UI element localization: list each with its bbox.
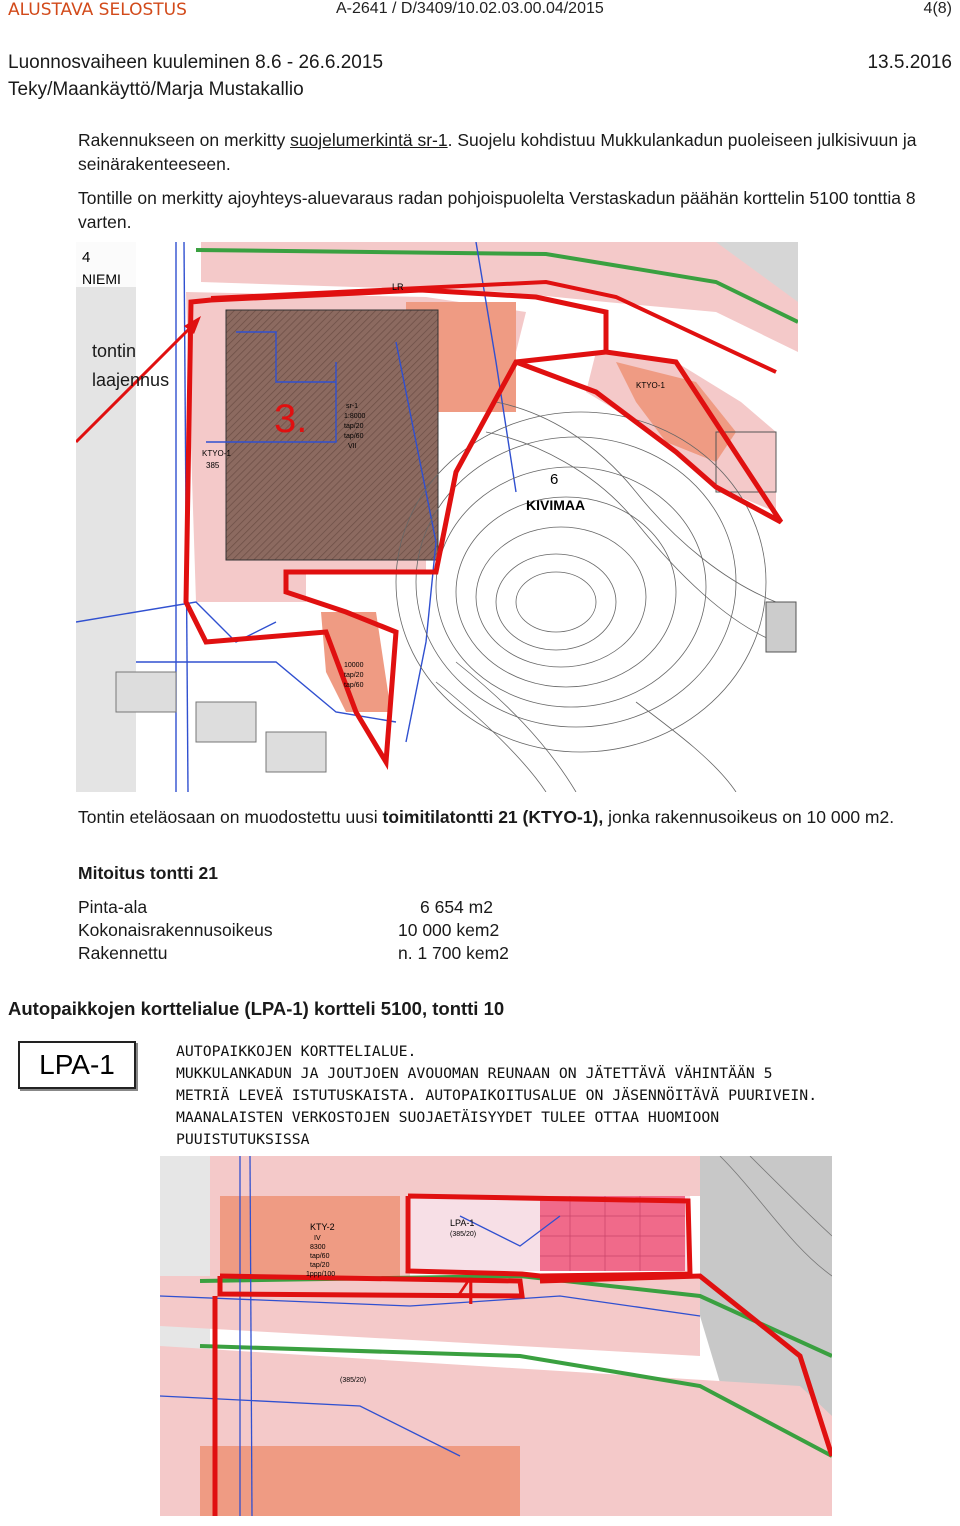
- sw-building-2: [196, 702, 256, 742]
- access-paragraph: Tontille on merkitty ajoyhteys-aluevaraus radan pohjoispuolelta Verstaskadun päähän korttelin 5100 tonttia 8 varten.: [78, 188, 916, 232]
- hot-pink-zone: [540, 1196, 685, 1271]
- legend-line-3: METRIÄ LEVEÄ ISTUTUSKAISTA. AUTOPAIKOITUSALUE ON JÄSENNÖITÄVÄ PUURIVEIN.: [176, 1088, 818, 1104]
- block-number: 6: [550, 471, 559, 488]
- zone-right-code: KTYO-1: [636, 381, 665, 390]
- legend-line-2: MUKKULANKADUN JA JOUTJOEN AVOUOMAN REUNAAN ON JÄTETTÄVÄ VÄHINTÄÄN 5: [176, 1066, 773, 1082]
- zone-left-code: KTYO-1: [202, 449, 231, 458]
- document-date: 13.5.2016: [867, 52, 952, 73]
- protection-text-before: Rakennukseen on merkitty: [78, 130, 291, 150]
- row-value-built: n. 1 700 kem2: [398, 943, 509, 963]
- map1-corner-number: 4: [82, 249, 91, 266]
- annotation-label-1: tontin: [92, 341, 137, 361]
- building-label-4: tap/60: [344, 433, 364, 440]
- legend-line-4: MAANALAISTEN VERKOSTOJEN SUOJAETÄISYYDET TULEE OTTAA HUOMIOON: [176, 1110, 720, 1126]
- zoning-map-2: [160, 1156, 832, 1516]
- building-label-5: VII: [348, 443, 357, 450]
- author: Teky/Maankäyttö/Marja Mustakallio: [8, 79, 304, 100]
- building-label-1: sr-1: [346, 403, 359, 410]
- zoning-map-2-graphic: [160, 1156, 832, 1516]
- row-value-area: 6 654 m2: [420, 897, 493, 917]
- building-label-2: 1:8000: [344, 413, 366, 420]
- lpa-legend-text: [176, 1041, 817, 1151]
- area-number-3: 3.: [274, 397, 308, 441]
- row-label-total: Kokonaisrakennusoikeus: [78, 920, 273, 940]
- map2-zone-left-v5: 1ppp/100: [306, 1271, 336, 1278]
- map2-zone-left-v1: IV: [314, 1235, 321, 1242]
- existing-building: [226, 310, 438, 560]
- south-plot-text-before: Tontin eteläosaan on muodostettu uusi: [78, 807, 383, 827]
- legend-line-5: PUUISTUTUKSISSA: [176, 1132, 310, 1148]
- salmon-block-south: [200, 1446, 520, 1516]
- map2-lower-label: (385/20): [340, 1377, 367, 1384]
- building-label-3: tap/20: [344, 423, 364, 430]
- legend-line-1: AUTOPAIKKOJEN KORTTELIALUE.: [176, 1044, 417, 1060]
- hearing-period: Luonnosvaiheen kuuleminen 8.6 - 26.6.2015: [8, 52, 384, 73]
- map2-zone-left-v4: tap/20: [310, 1262, 330, 1269]
- south-plot-text-after: jonka rakennusoikeus on 10 000 m2.: [603, 807, 895, 827]
- page-number: 4(8): [923, 0, 952, 17]
- protection-paragraph: [78, 128, 938, 176]
- protection-link[interactable]: suojelumerkintä sr-1: [290, 130, 448, 150]
- dimensioning-heading: Mitoitus tontti 21: [78, 863, 218, 883]
- section-title: Autopaikkojen korttelialue (LPA-1) kortteli 5100, tontti 10: [8, 998, 505, 1019]
- south-plot-paragraph: [78, 805, 938, 829]
- south-label-3: tap/60: [344, 682, 364, 689]
- annotation-label-2: laajennus: [92, 370, 170, 390]
- map2-zone-mid-value: (385/20): [450, 1231, 477, 1238]
- protection-text-after: . Suojelu kohdistuu Mukkulankadun puoleiseen julkisivuun ja seinärakenteeseen.: [78, 130, 917, 174]
- document-number: A-2641 / D/3409/10.02.03.00.04/2015: [336, 0, 604, 17]
- map2-zone-left-v2: 8300: [310, 1244, 326, 1251]
- map2-zone-left-v3: tap/60: [310, 1253, 330, 1260]
- document-status: ALUSTAVA SELOSTUS: [8, 0, 187, 20]
- area-number-4: 4: [456, 1271, 478, 1313]
- row-label-built: Rakennettu: [78, 943, 168, 963]
- south-plot-text-bold: toimitilatontti 21 (KTYO-1),: [382, 807, 604, 827]
- east-building-2: [766, 602, 796, 652]
- map2-zone-left: KTY-2: [310, 1222, 335, 1232]
- block-name: KIVIMAA: [526, 497, 586, 513]
- sw-building-3: [266, 732, 326, 772]
- south-label-1: 10000: [344, 662, 364, 669]
- row-value-total: 10 000 kem2: [398, 920, 500, 940]
- row-label-area: Pinta-ala: [78, 897, 148, 917]
- map1-road-label: LR: [392, 282, 404, 292]
- zone-left-value: 385: [206, 461, 220, 470]
- zoning-map-1-graphic: [76, 242, 798, 792]
- sw-building-1: [116, 672, 176, 712]
- lpa-code-label: LPA-1: [39, 1049, 115, 1080]
- lpa-legend-code: [18, 1041, 136, 1089]
- south-label-2: tap/20: [344, 672, 364, 679]
- map1-corner-name: NIEMI: [82, 271, 121, 287]
- map2-zone-mid: LPA-1: [450, 1218, 475, 1228]
- zoning-map-1: [76, 242, 798, 792]
